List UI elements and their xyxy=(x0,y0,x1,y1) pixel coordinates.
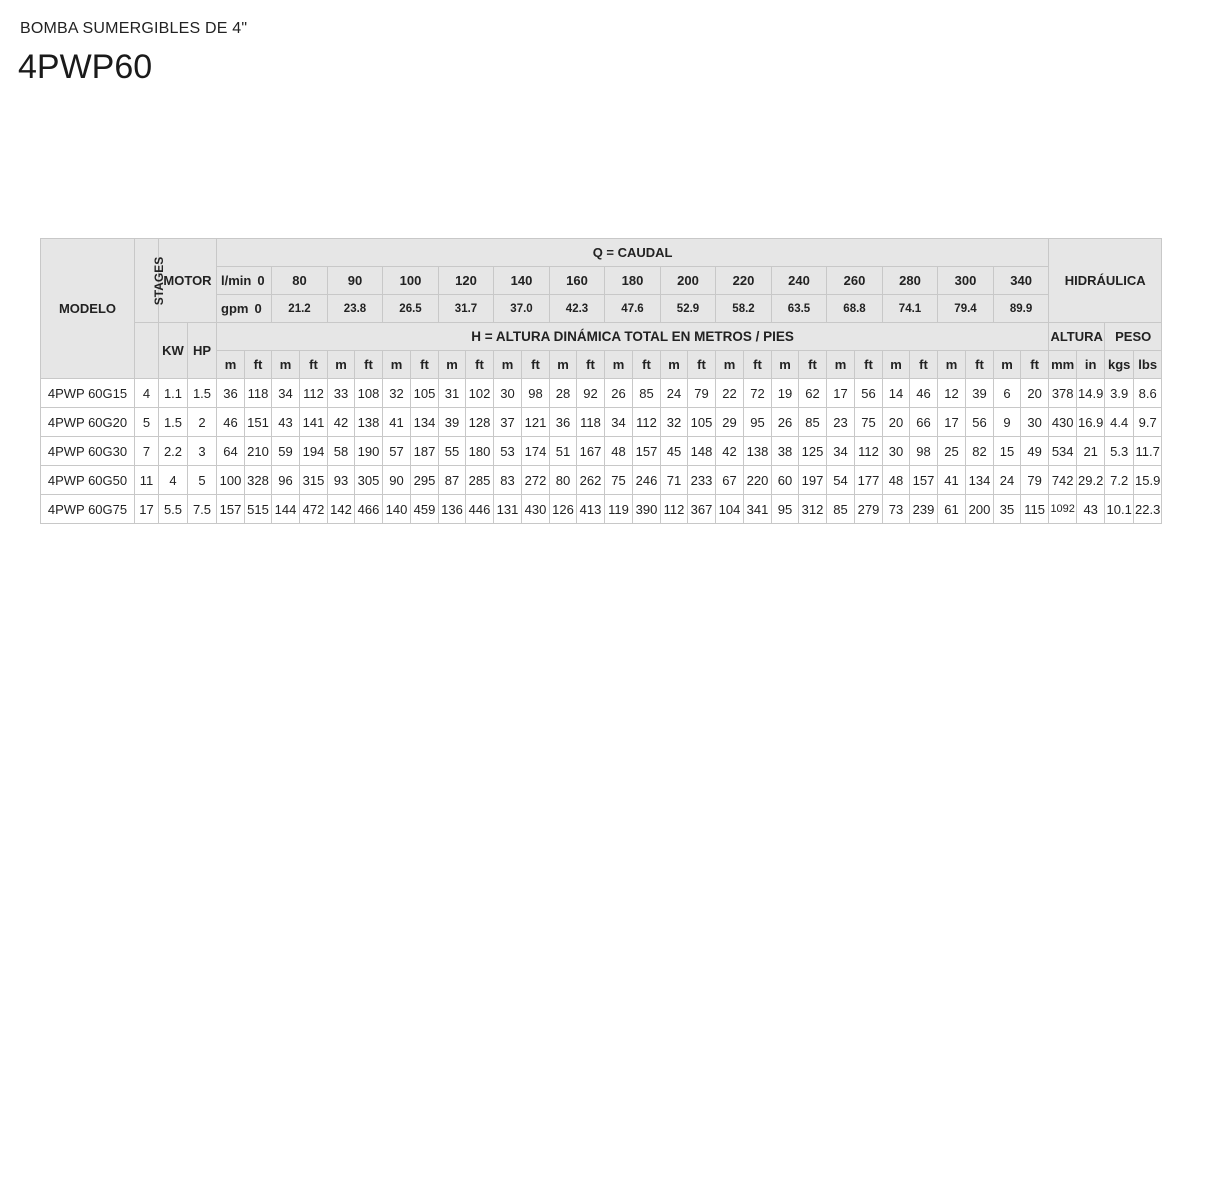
stages-cell: 5 xyxy=(135,408,159,437)
head-m-cell: 75 xyxy=(605,466,633,495)
specs-table xyxy=(40,238,1216,524)
head-m-cell: 157 xyxy=(217,495,245,524)
hp-cell: 5 xyxy=(188,466,217,495)
head-m-cell: 57 xyxy=(383,437,411,466)
document-subtitle: BOMBA SUMERGIBLES DE 4" xyxy=(20,20,248,37)
head-m-cell: 100 xyxy=(217,466,245,495)
unit-m: m xyxy=(383,351,411,379)
unit-m: m xyxy=(772,351,799,379)
head-ft-cell: 177 xyxy=(855,466,883,495)
weight-lbs-cell: 9.7 xyxy=(1134,408,1162,437)
head-ft-cell: 367 xyxy=(688,495,716,524)
hp-cell: 1.5 xyxy=(188,379,217,408)
unit-m: m xyxy=(605,351,633,379)
gpm-value: 89.9 xyxy=(994,295,1049,323)
lmin-value: 100 xyxy=(383,267,439,295)
unit-in: in xyxy=(1077,351,1105,379)
unit-m: m xyxy=(217,351,245,379)
head-ft-cell: 515 xyxy=(245,495,272,524)
head-ft-cell: 79 xyxy=(1021,466,1049,495)
unit-ft: ft xyxy=(688,351,716,379)
head-m-cell: 6 xyxy=(994,379,1021,408)
head-ft-cell: 46 xyxy=(910,379,938,408)
head-ft-cell: 118 xyxy=(245,379,272,408)
head-ft-cell: 459 xyxy=(411,495,439,524)
head-ft-cell: 85 xyxy=(799,408,827,437)
head-ft-cell: 187 xyxy=(411,437,439,466)
gpm-value: 21.2 xyxy=(272,295,328,323)
head-ft-cell: 200 xyxy=(966,495,994,524)
document-title: 4PWP60 xyxy=(18,48,153,86)
head-m-cell: 73 xyxy=(883,495,910,524)
head-ft-cell: 279 xyxy=(855,495,883,524)
unit-ft: ft xyxy=(245,351,272,379)
header-caudal: Q = CAUDAL xyxy=(217,239,1049,267)
unit-m: m xyxy=(994,351,1021,379)
head-ft-cell: 151 xyxy=(245,408,272,437)
head-ft-cell: 190 xyxy=(355,437,383,466)
length-mm-cell: 534 xyxy=(1049,437,1077,466)
unit-ft: ft xyxy=(799,351,827,379)
head-m-cell: 51 xyxy=(550,437,577,466)
head-ft-cell: 305 xyxy=(355,466,383,495)
weight-kgs-cell: 10.1 xyxy=(1105,495,1134,524)
head-ft-cell: 174 xyxy=(522,437,550,466)
head-ft-cell: 430 xyxy=(522,495,550,524)
head-m-cell: 58 xyxy=(328,437,355,466)
head-ft-cell: 20 xyxy=(1021,379,1049,408)
head-m-cell: 34 xyxy=(827,437,855,466)
lmin-value: 180 xyxy=(605,267,661,295)
head-ft-cell: 98 xyxy=(910,437,938,466)
unit-lbs: lbs xyxy=(1134,351,1162,379)
head-m-cell: 19 xyxy=(772,379,799,408)
length-mm-cell: 378 xyxy=(1049,379,1077,408)
kw-cell: 5.5 xyxy=(159,495,188,524)
head-ft-cell: 220 xyxy=(744,466,772,495)
head-ft-cell: 472 xyxy=(300,495,328,524)
head-m-cell: 9 xyxy=(994,408,1021,437)
lmin-value: 220 xyxy=(716,267,772,295)
weight-lbs-cell: 22.3 xyxy=(1134,495,1162,524)
stages-cell: 4 xyxy=(135,379,159,408)
length-mm-cell: 742 xyxy=(1049,466,1077,495)
header-hp: HP xyxy=(188,323,217,379)
head-m-cell: 80 xyxy=(550,466,577,495)
unit-ft: ft xyxy=(744,351,772,379)
head-ft-cell: 446 xyxy=(466,495,494,524)
length-in-cell: 14.9 xyxy=(1077,379,1105,408)
weight-lbs-cell: 11.7 xyxy=(1134,437,1162,466)
head-m-cell: 24 xyxy=(994,466,1021,495)
kw-cell: 4 xyxy=(159,466,188,495)
head-ft-cell: 134 xyxy=(966,466,994,495)
head-ft-cell: 312 xyxy=(799,495,827,524)
head-m-cell: 22 xyxy=(716,379,744,408)
head-ft-cell: 246 xyxy=(633,466,661,495)
head-ft-cell: 112 xyxy=(855,437,883,466)
head-m-cell: 17 xyxy=(827,379,855,408)
head-m-cell: 30 xyxy=(494,379,522,408)
head-m-cell: 17 xyxy=(938,408,966,437)
head-ft-cell: 49 xyxy=(1021,437,1049,466)
length-mm-cell: 1092 xyxy=(1049,495,1077,524)
head-ft-cell: 328 xyxy=(245,466,272,495)
stages-cell: 17 xyxy=(135,495,159,524)
head-ft-cell: 85 xyxy=(633,379,661,408)
head-m-cell: 126 xyxy=(550,495,577,524)
lmin-first-cell xyxy=(217,267,272,295)
head-ft-cell: 167 xyxy=(577,437,605,466)
head-ft-cell: 79 xyxy=(688,379,716,408)
head-ft-cell: 413 xyxy=(577,495,605,524)
unit-ft: ft xyxy=(633,351,661,379)
unit-ft: ft xyxy=(300,351,328,379)
header-stages-label: STAGES xyxy=(152,256,167,306)
unit-ft: ft xyxy=(910,351,938,379)
head-ft-cell: 194 xyxy=(300,437,328,466)
unit-m: m xyxy=(827,351,855,379)
length-in-cell: 21 xyxy=(1077,437,1105,466)
head-m-cell: 96 xyxy=(272,466,300,495)
head-m-cell: 29 xyxy=(716,408,744,437)
head-ft-cell: 125 xyxy=(799,437,827,466)
header-motor: MOTOR xyxy=(159,239,217,323)
head-m-cell: 48 xyxy=(883,466,910,495)
weight-kgs-cell: 7.2 xyxy=(1105,466,1134,495)
head-ft-cell: 138 xyxy=(744,437,772,466)
unit-m: m xyxy=(272,351,300,379)
head-m-cell: 104 xyxy=(716,495,744,524)
head-m-cell: 59 xyxy=(272,437,300,466)
head-ft-cell: 180 xyxy=(466,437,494,466)
head-m-cell: 85 xyxy=(827,495,855,524)
head-ft-cell: 92 xyxy=(577,379,605,408)
weight-kgs-cell: 5.3 xyxy=(1105,437,1134,466)
head-m-cell: 131 xyxy=(494,495,522,524)
head-m-cell: 93 xyxy=(328,466,355,495)
unit-ft: ft xyxy=(855,351,883,379)
gpm-value: 79.4 xyxy=(938,295,994,323)
header-hidraulica: HIDRÁULICA xyxy=(1049,239,1162,323)
hp-cell: 7.5 xyxy=(188,495,217,524)
lmin-value: 140 xyxy=(494,267,550,295)
head-m-cell: 87 xyxy=(439,466,466,495)
head-m-cell: 48 xyxy=(605,437,633,466)
unit-ft: ft xyxy=(355,351,383,379)
head-ft-cell: 233 xyxy=(688,466,716,495)
unit-ft: ft xyxy=(522,351,550,379)
lmin-value: 340 xyxy=(994,267,1049,295)
head-m-cell: 37 xyxy=(494,408,522,437)
table-row xyxy=(41,495,1216,524)
head-ft-cell: 239 xyxy=(910,495,938,524)
head-m-cell: 25 xyxy=(938,437,966,466)
head-m-cell: 90 xyxy=(383,466,411,495)
kw-cell: 1.1 xyxy=(159,379,188,408)
head-m-cell: 36 xyxy=(550,408,577,437)
head-m-cell: 136 xyxy=(439,495,466,524)
head-m-cell: 30 xyxy=(883,437,910,466)
gpm-value: 58.2 xyxy=(716,295,772,323)
head-ft-cell: 112 xyxy=(633,408,661,437)
length-in-cell: 16.9 xyxy=(1077,408,1105,437)
head-m-cell: 26 xyxy=(605,379,633,408)
lmin-value: 260 xyxy=(827,267,883,295)
head-m-cell: 14 xyxy=(883,379,910,408)
unit-ft: ft xyxy=(577,351,605,379)
head-m-cell: 144 xyxy=(272,495,300,524)
model-cell: 4PWP 60G20 xyxy=(41,408,135,437)
unit-kgs: kgs xyxy=(1105,351,1134,379)
head-m-cell: 24 xyxy=(661,379,688,408)
stages-cell: 7 xyxy=(135,437,159,466)
lmin-value: 240 xyxy=(772,267,827,295)
kw-cell: 2.2 xyxy=(159,437,188,466)
hp-cell: 3 xyxy=(188,437,217,466)
head-m-cell: 53 xyxy=(494,437,522,466)
header-stages-spacer xyxy=(135,323,159,379)
head-ft-cell: 157 xyxy=(910,466,938,495)
weight-kgs-cell: 3.9 xyxy=(1105,379,1134,408)
gpm-value: 23.8 xyxy=(328,295,383,323)
head-m-cell: 46 xyxy=(217,408,245,437)
lmin-value: 160 xyxy=(550,267,605,295)
header-altura-total: H = ALTURA DINÁMICA TOTAL EN METROS / PIES xyxy=(217,323,1049,351)
head-m-cell: 38 xyxy=(772,437,799,466)
head-m-cell: 32 xyxy=(661,408,688,437)
head-m-cell: 54 xyxy=(827,466,855,495)
kw-cell: 1.5 xyxy=(159,408,188,437)
lmin-value: 90 xyxy=(328,267,383,295)
head-m-cell: 36 xyxy=(217,379,245,408)
gpm-first-cell xyxy=(217,295,272,323)
hp-cell: 2 xyxy=(188,408,217,437)
table-row xyxy=(41,379,1216,408)
gpm-value: 26.5 xyxy=(383,295,439,323)
head-m-cell: 15 xyxy=(994,437,1021,466)
header-kw: KW xyxy=(159,323,188,379)
length-in-cell: 29.2 xyxy=(1077,466,1105,495)
head-m-cell: 142 xyxy=(328,495,355,524)
head-ft-cell: 118 xyxy=(577,408,605,437)
head-m-cell: 23 xyxy=(827,408,855,437)
gpm-label: gpm xyxy=(221,301,249,316)
unit-m: m xyxy=(716,351,744,379)
header-peso: PESO xyxy=(1105,323,1162,351)
head-m-cell: 95 xyxy=(772,495,799,524)
head-m-cell: 119 xyxy=(605,495,633,524)
length-in-cell: 43 xyxy=(1077,495,1105,524)
head-ft-cell: 108 xyxy=(355,379,383,408)
head-ft-cell: 272 xyxy=(522,466,550,495)
gpm-value: 42.3 xyxy=(550,295,605,323)
unit-ft: ft xyxy=(466,351,494,379)
head-ft-cell: 210 xyxy=(245,437,272,466)
lmin-value: 200 xyxy=(661,267,716,295)
unit-mm: mm xyxy=(1049,351,1077,379)
gpm-value: 68.8 xyxy=(827,295,883,323)
head-ft-cell: 157 xyxy=(633,437,661,466)
head-m-cell: 83 xyxy=(494,466,522,495)
head-ft-cell: 262 xyxy=(577,466,605,495)
head-m-cell: 64 xyxy=(217,437,245,466)
head-ft-cell: 128 xyxy=(466,408,494,437)
head-ft-cell: 98 xyxy=(522,379,550,408)
head-m-cell: 43 xyxy=(272,408,300,437)
head-ft-cell: 121 xyxy=(522,408,550,437)
head-m-cell: 33 xyxy=(328,379,355,408)
head-ft-cell: 75 xyxy=(855,408,883,437)
gpm-value: 74.1 xyxy=(883,295,938,323)
header-modelo: MODELO xyxy=(41,239,135,379)
head-ft-cell: 315 xyxy=(300,466,328,495)
head-ft-cell: 115 xyxy=(1021,495,1049,524)
gpm-value: 47.6 xyxy=(605,295,661,323)
head-ft-cell: 148 xyxy=(688,437,716,466)
head-m-cell: 34 xyxy=(272,379,300,408)
head-m-cell: 12 xyxy=(938,379,966,408)
head-m-cell: 26 xyxy=(772,408,799,437)
unit-m: m xyxy=(439,351,466,379)
head-m-cell: 60 xyxy=(772,466,799,495)
head-ft-cell: 295 xyxy=(411,466,439,495)
gpm-value: 37.0 xyxy=(494,295,550,323)
head-ft-cell: 285 xyxy=(466,466,494,495)
head-ft-cell: 105 xyxy=(411,379,439,408)
head-ft-cell: 56 xyxy=(966,408,994,437)
lmin-label: l/min xyxy=(221,273,252,288)
gpm-value: 63.5 xyxy=(772,295,827,323)
head-ft-cell: 341 xyxy=(744,495,772,524)
unit-ft: ft xyxy=(1021,351,1049,379)
weight-kgs-cell: 4.4 xyxy=(1105,408,1134,437)
lmin-value: 120 xyxy=(439,267,494,295)
unit-m: m xyxy=(661,351,688,379)
head-ft-cell: 95 xyxy=(744,408,772,437)
stages-cell: 11 xyxy=(135,466,159,495)
head-m-cell: 32 xyxy=(383,379,411,408)
head-ft-cell: 102 xyxy=(466,379,494,408)
gpm-value-0: 0 xyxy=(254,301,262,316)
head-ft-cell: 390 xyxy=(633,495,661,524)
head-ft-cell: 141 xyxy=(300,408,328,437)
head-m-cell: 112 xyxy=(661,495,688,524)
head-ft-cell: 82 xyxy=(966,437,994,466)
weight-lbs-cell: 15.9 xyxy=(1134,466,1162,495)
header-altura: ALTURA xyxy=(1049,323,1105,351)
lmin-value: 300 xyxy=(938,267,994,295)
head-ft-cell: 112 xyxy=(300,379,328,408)
unit-m: m xyxy=(938,351,966,379)
unit-m: m xyxy=(883,351,910,379)
unit-m: m xyxy=(328,351,355,379)
head-ft-cell: 134 xyxy=(411,408,439,437)
lmin-value: 280 xyxy=(883,267,938,295)
head-m-cell: 28 xyxy=(550,379,577,408)
unit-m: m xyxy=(494,351,522,379)
head-ft-cell: 30 xyxy=(1021,408,1049,437)
head-m-cell: 41 xyxy=(383,408,411,437)
head-m-cell: 31 xyxy=(439,379,466,408)
head-ft-cell: 62 xyxy=(799,379,827,408)
head-m-cell: 20 xyxy=(883,408,910,437)
lmin-value: 80 xyxy=(272,267,328,295)
head-ft-cell: 72 xyxy=(744,379,772,408)
unit-m: m xyxy=(550,351,577,379)
model-cell: 4PWP 60G50 xyxy=(41,466,135,495)
table-row xyxy=(41,466,1216,495)
head-ft-cell: 138 xyxy=(355,408,383,437)
model-cell: 4PWP 60G30 xyxy=(41,437,135,466)
head-m-cell: 140 xyxy=(383,495,411,524)
gpm-value: 31.7 xyxy=(439,295,494,323)
head-m-cell: 39 xyxy=(439,408,466,437)
head-m-cell: 55 xyxy=(439,437,466,466)
length-mm-cell: 430 xyxy=(1049,408,1077,437)
model-cell: 4PWP 60G15 xyxy=(41,379,135,408)
head-m-cell: 42 xyxy=(716,437,744,466)
head-ft-cell: 197 xyxy=(799,466,827,495)
head-ft-cell: 56 xyxy=(855,379,883,408)
head-m-cell: 71 xyxy=(661,466,688,495)
weight-lbs-cell: 8.6 xyxy=(1134,379,1162,408)
head-m-cell: 61 xyxy=(938,495,966,524)
head-m-cell: 67 xyxy=(716,466,744,495)
head-m-cell: 45 xyxy=(661,437,688,466)
head-m-cell: 42 xyxy=(328,408,355,437)
table-row xyxy=(41,437,1216,466)
unit-ft: ft xyxy=(411,351,439,379)
model-cell: 4PWP 60G75 xyxy=(41,495,135,524)
unit-ft: ft xyxy=(966,351,994,379)
lmin-value-0: 0 xyxy=(257,273,265,288)
header-stages xyxy=(135,239,167,323)
head-m-cell: 35 xyxy=(994,495,1021,524)
table-row xyxy=(41,408,1216,437)
head-m-cell: 41 xyxy=(938,466,966,495)
head-m-cell: 34 xyxy=(605,408,633,437)
head-ft-cell: 105 xyxy=(688,408,716,437)
head-ft-cell: 39 xyxy=(966,379,994,408)
gpm-value: 52.9 xyxy=(661,295,716,323)
head-ft-cell: 466 xyxy=(355,495,383,524)
head-ft-cell: 66 xyxy=(910,408,938,437)
